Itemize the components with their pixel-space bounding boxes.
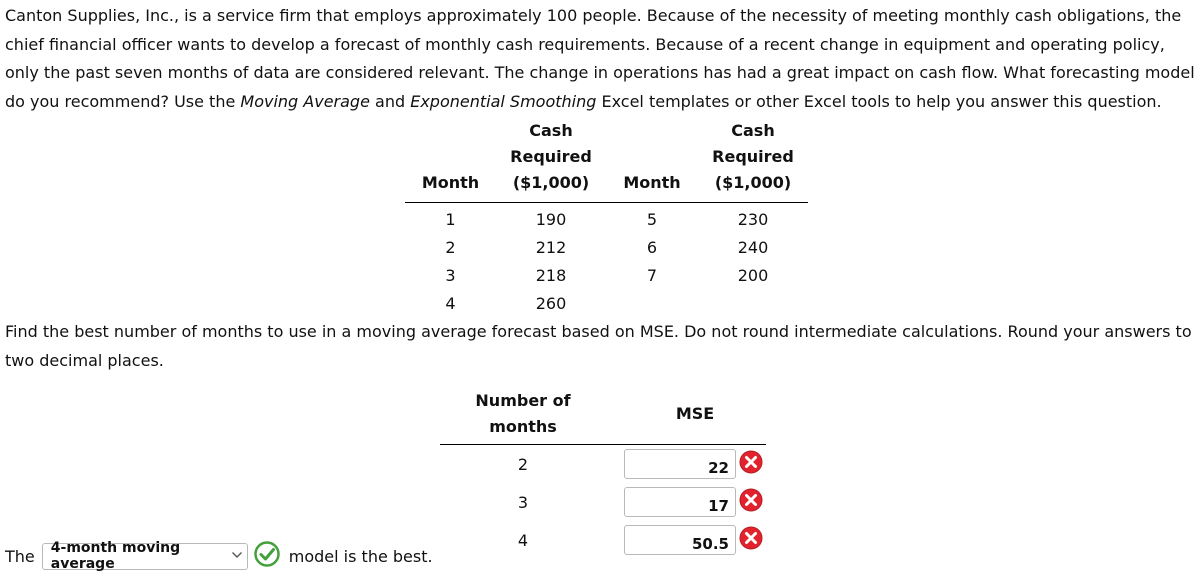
model-select[interactable] — [42, 540, 248, 572]
answer-prefix: The — [5, 546, 35, 566]
chevron-down-icon — [231, 548, 243, 564]
x-circle-icon — [739, 450, 763, 478]
cash-requirements-table — [405, 118, 808, 317]
mse-header: MSE — [624, 388, 766, 445]
mse-table — [440, 388, 766, 559]
mse-input-3-months[interactable]: 17 — [624, 487, 736, 517]
moving-average-template-name: Moving Average — [240, 92, 370, 112]
cash-cell: 240 — [737, 237, 769, 257]
cash-cell: 200 — [737, 265, 769, 285]
problem-text: Canton Supplies, Inc., is a service firm that employs approximately 100 people. Because of the necessity of meeting monthly cash obligations, the chief financial officer wants to develop a forecast of monthly cash requirements. Because of a recent change in equipment and operating policy, only the past seven months of data are considered relevant. The change in operations has had a great impact on cash flow. What forecasting model do you recommend? Use the Moving Average and Exponential Smoothing Excel templates or other Excel tools to help you answer this question. — [5, 6, 1195, 112]
cash-cell: 230 — [737, 209, 769, 229]
number-of-months-header: Number of months — [440, 388, 606, 445]
x-circle-icon — [739, 488, 763, 516]
cash-cell — [698, 289, 808, 317]
check-circle-icon — [254, 541, 280, 571]
table-row — [405, 203, 808, 234]
months-cell: 2 — [517, 454, 529, 474]
problem-statement — [5, 2, 1197, 117]
x-circle-icon — [739, 526, 763, 554]
cash-cell: 260 — [535, 293, 567, 313]
exponential-smoothing-template-name: Exponential Smoothing — [410, 92, 597, 112]
month-cell: 5 — [646, 209, 658, 229]
instructions: Find the best number of months to use in a moving average forecast based on MSE. Do not round intermediate calculations. Round your answers to two decimal places. — [5, 322, 1192, 370]
month-cell — [606, 289, 698, 317]
table-row — [405, 289, 808, 317]
table-row — [440, 483, 766, 521]
cash-required-header-2: Cash Required ($1,000) — [698, 118, 808, 203]
cash-required-header: Cash Required ($1,000) — [496, 118, 606, 203]
month-cell: 6 — [646, 237, 658, 257]
month-header-2: Month — [606, 118, 698, 203]
month-cell: 3 — [445, 265, 456, 285]
months-cell: 4 — [517, 530, 529, 550]
cash-cell: 190 — [535, 209, 567, 229]
month-cell: 7 — [646, 265, 658, 285]
mse-input-4-months[interactable]: 50.5 — [624, 525, 736, 555]
cash-cell: 212 — [535, 237, 567, 257]
table-row — [405, 261, 808, 289]
table-row — [405, 233, 808, 261]
mse-table-header — [440, 388, 766, 445]
months-cell: 3 — [517, 492, 529, 512]
table-row — [440, 445, 766, 484]
model-select-value: 4-month moving average — [50, 540, 181, 572]
month-cell: 2 — [445, 237, 456, 257]
mse-input-2-months[interactable]: 22 — [624, 449, 736, 479]
answer-suffix: model is the best. — [288, 546, 433, 566]
answer-sentence — [5, 541, 433, 571]
month-cell: 4 — [445, 293, 456, 313]
cash-cell: 218 — [535, 265, 567, 285]
cash-table-header — [405, 118, 808, 203]
table-row — [440, 521, 766, 559]
month-header: Month — [405, 118, 496, 203]
month-cell: 1 — [445, 209, 456, 229]
